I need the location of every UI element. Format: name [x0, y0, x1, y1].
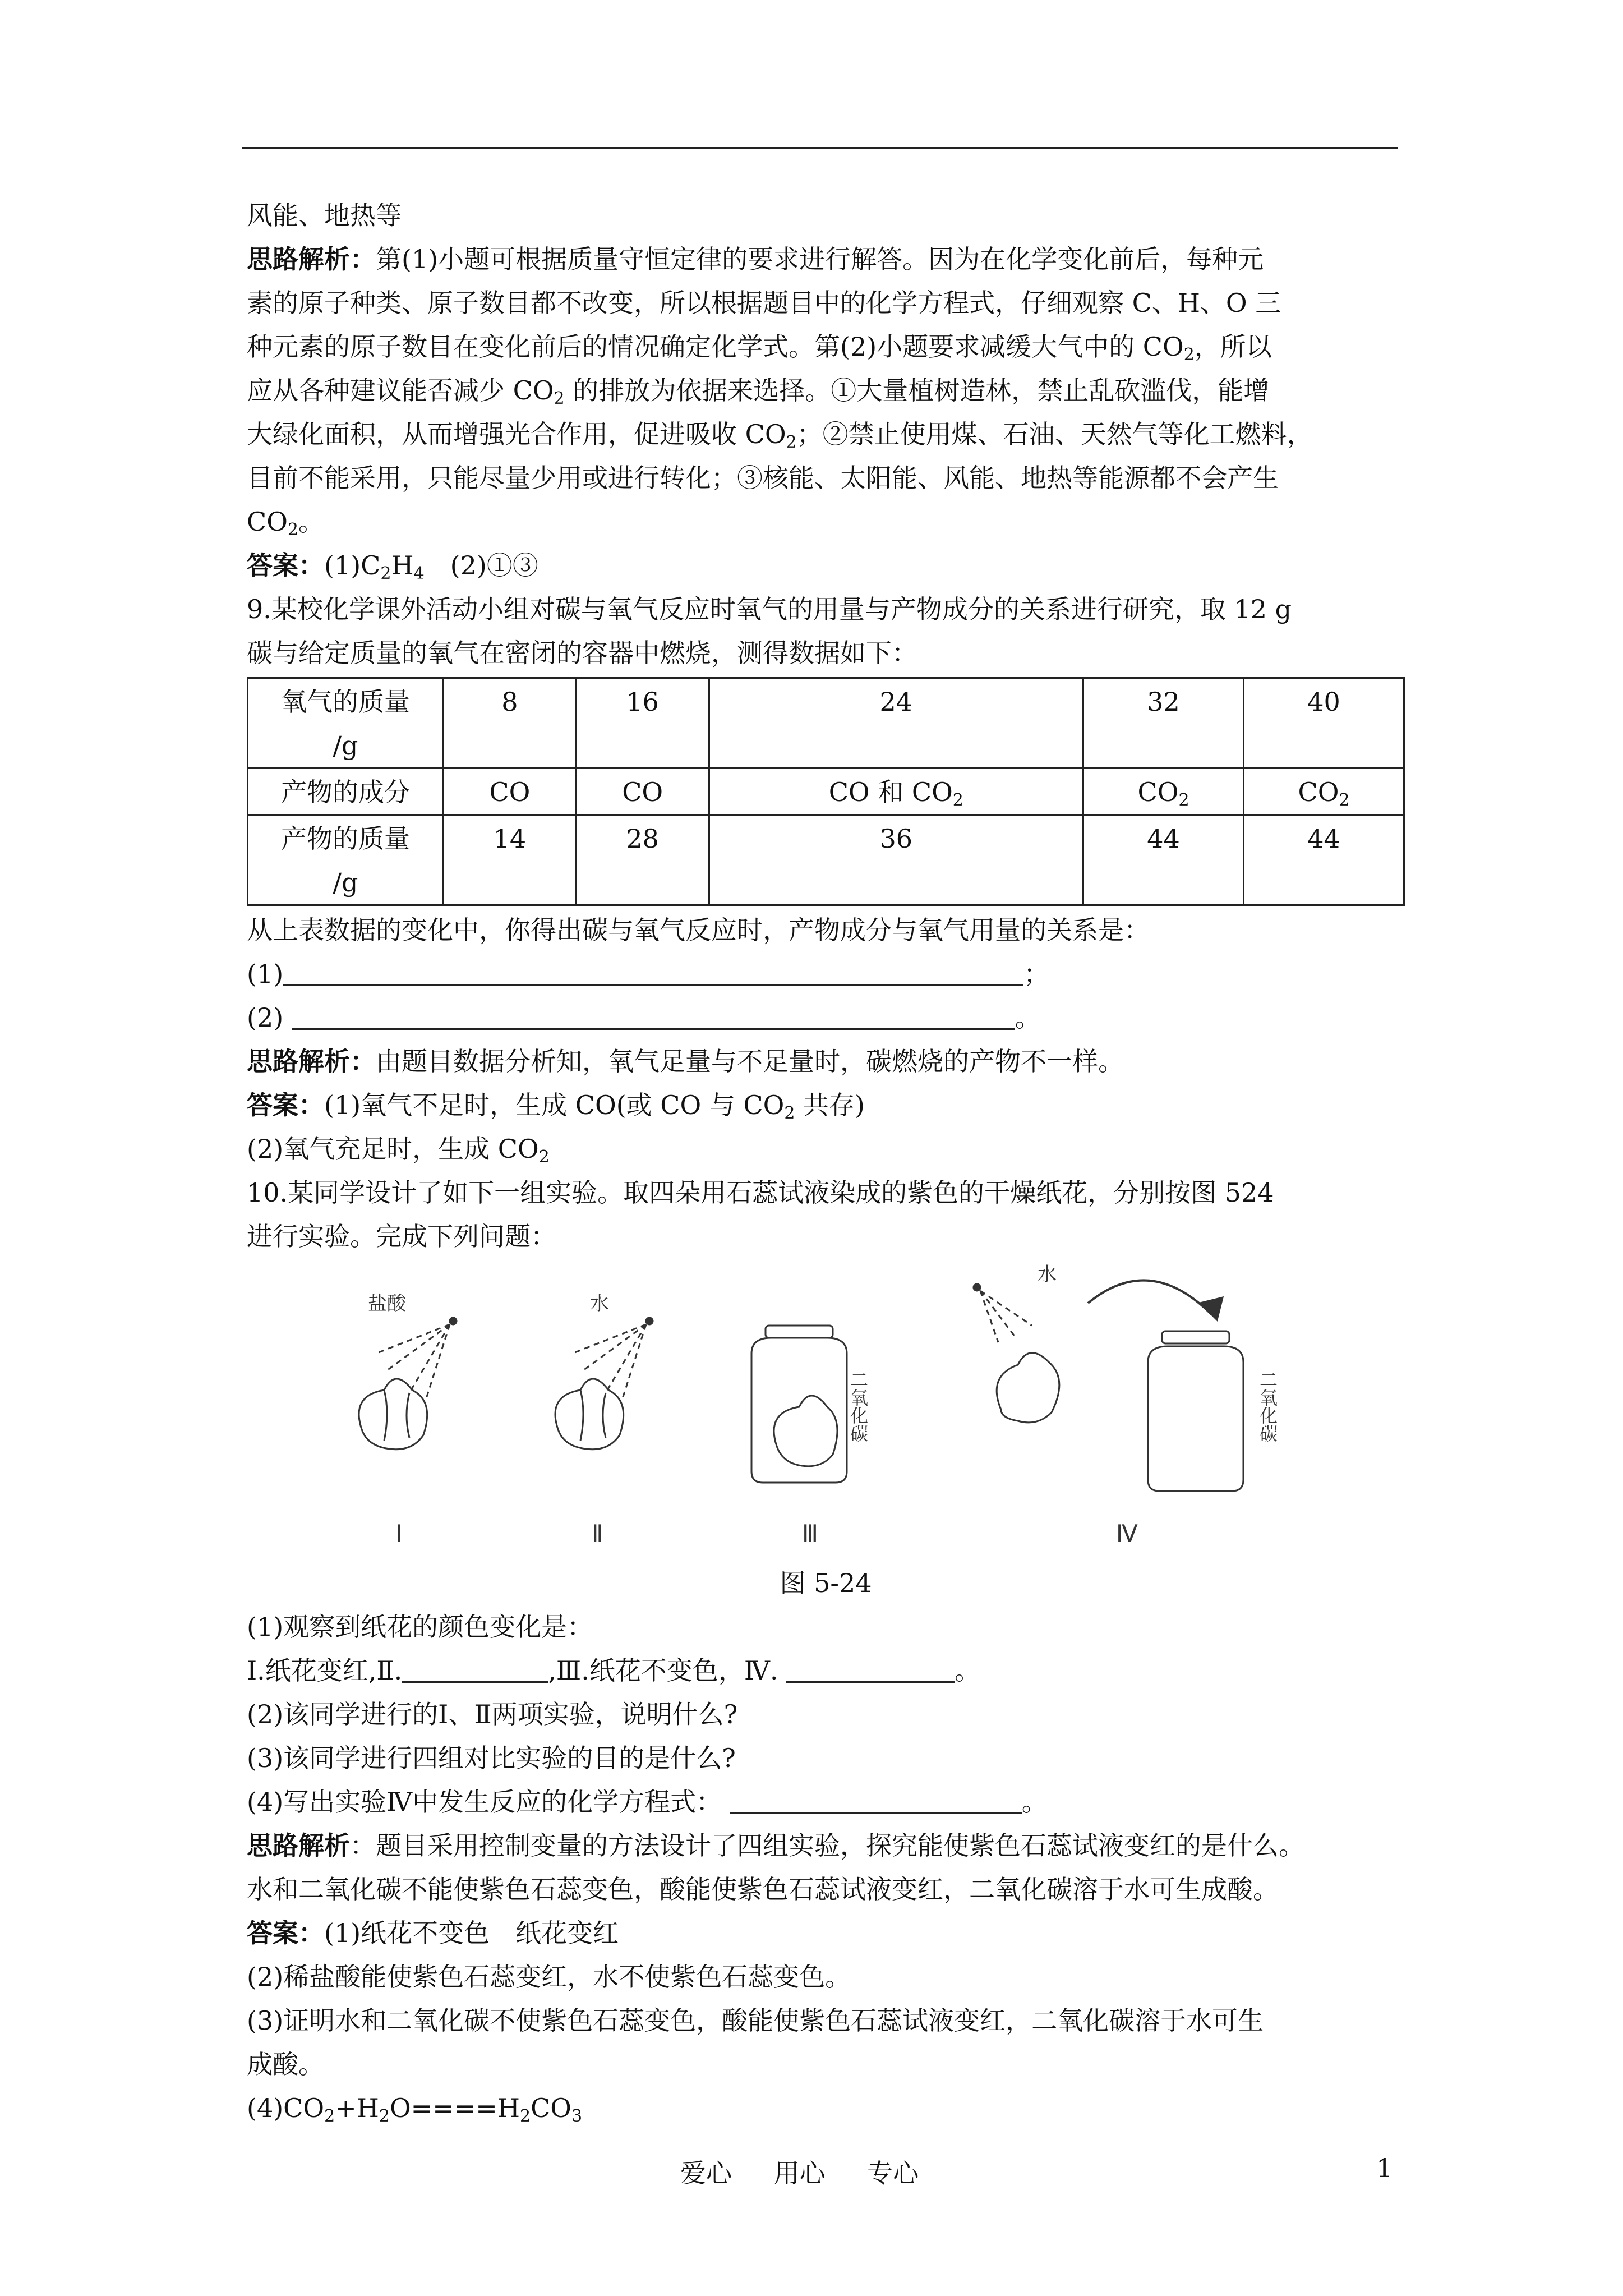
jar-lid	[766, 1326, 833, 1338]
question-10-line	[247, 1214, 1405, 1258]
text: ：题目采用控制变量的方法设计了四组实验，探究能使紫色石蕊试液变红的是什么。	[350, 1830, 1304, 1861]
paragraph-line	[247, 500, 1405, 544]
text: 进行实验。完成下列问题：	[247, 1221, 556, 1251]
subscript: 2	[786, 432, 797, 452]
subscript: 2	[519, 2106, 531, 2126]
subscript: 2	[538, 1147, 550, 1167]
text: (2)稀盐酸能使紫色石蕊变红，水不使紫色石蕊变色。	[247, 1962, 851, 1992]
label-carbon-dioxide: 二氧化碳	[1257, 1370, 1278, 1442]
answer-line	[247, 1999, 1405, 2042]
answer-blank[interactable]	[786, 1653, 955, 1683]
subscript: 2	[784, 1103, 795, 1123]
text: 共存)	[795, 1090, 865, 1120]
subscript: 2	[380, 564, 391, 583]
text: (2)	[247, 1002, 284, 1033]
text: 氧气的质量	[281, 687, 410, 717]
text: H	[391, 550, 414, 581]
text: (2)该同学进行的Ⅰ、Ⅱ两项实验，说明什么?	[247, 1699, 738, 1729]
text: CO	[1137, 777, 1179, 807]
table-cell: 28	[576, 815, 709, 905]
paper-flower-icon	[774, 1396, 837, 1466]
document-body	[247, 194, 1405, 2130]
text: (2)①③	[424, 550, 538, 581]
answer-blank[interactable]	[283, 956, 1023, 986]
blank-line	[247, 952, 1405, 996]
text: 第(1)小题可根据质量守恒定律的要求进行解答。因为在化学变化前后，每种元	[376, 244, 1264, 274]
text: ，所以	[1194, 332, 1272, 362]
subscript: 2	[554, 389, 565, 408]
text: 。	[1021, 1787, 1048, 1817]
answer-line	[247, 1955, 1405, 1999]
text: Ⅰ.纸花变红,Ⅱ.	[247, 1655, 403, 1686]
table-cell: 24	[709, 678, 1083, 769]
spray-lines	[376, 1324, 450, 1398]
data-table	[247, 677, 1405, 906]
text: (4)CO	[247, 2093, 325, 2123]
text: 水和二氧化碳不能使紫色石蕊变色，酸能使紫色石蕊试液变红，二氧化碳溶于水可生成酸。	[247, 1874, 1279, 1904]
figure-caption: 图 5-24	[780, 1568, 872, 1598]
text: 应从各种建议能否减少 CO	[247, 375, 554, 406]
answer-blank[interactable]	[402, 1653, 548, 1683]
table-cell: CO	[444, 769, 577, 815]
analysis-label: 思路解析：	[247, 1046, 376, 1076]
subscript: 2	[1339, 790, 1350, 810]
answer-line	[247, 544, 1405, 587]
answer-label: 答案：	[247, 550, 324, 581]
text: /g	[333, 730, 358, 761]
answer-line	[247, 1911, 1405, 1955]
label-water: 水	[590, 1292, 609, 1315]
table-cell	[1083, 769, 1244, 815]
flower-petal-lines	[384, 1390, 409, 1441]
text: 目前不能采用，只能尽量少用或进行转化；③核能、太阳能、风能、地热等能源都不会产生	[247, 463, 1279, 493]
text: ,Ⅲ.纸花不变色，Ⅳ.	[548, 1655, 778, 1686]
arrow-curve	[1088, 1281, 1211, 1315]
analysis-line	[247, 237, 1405, 281]
text: ；	[1023, 959, 1050, 989]
text: 。	[298, 507, 325, 537]
text: 的排放为依据来选择。①大量植树造林，禁止乱砍滥伐，能增	[564, 375, 1270, 406]
paragraph-line	[247, 908, 1405, 952]
paragraph-line	[247, 194, 1405, 237]
subscript: 2	[952, 790, 963, 810]
footer-motto: 爱心 用心 专心	[680, 2158, 919, 2188]
sprayer-nozzle-icon	[974, 1284, 980, 1291]
gas-jar-icon	[1148, 1346, 1243, 1491]
answer-line	[247, 1127, 1405, 1171]
question-line	[247, 1736, 1405, 1780]
text: 由题目数据分析知，氧气足量与不足量时，碳燃烧的产物不一样。	[376, 1046, 1124, 1076]
table-cell: 32	[1083, 678, 1244, 769]
answer-line	[247, 2086, 1405, 2130]
panel-number-4: Ⅳ	[1116, 1520, 1138, 1547]
text: (1)纸花不变色 纸花变红	[324, 1918, 619, 1948]
text: 大绿化面积，从而增强光合作用，促进吸收 CO	[247, 419, 786, 449]
label-water: 水	[1038, 1263, 1057, 1286]
table-row-header	[248, 815, 444, 905]
analysis-label: 思路解析：	[247, 244, 376, 274]
text: 。	[955, 1655, 981, 1686]
table-row	[248, 678, 1404, 769]
spray-lines	[572, 1324, 646, 1398]
text: O====H	[389, 2093, 520, 2123]
question-10-line	[247, 1171, 1405, 1214]
text: (4)写出实验Ⅳ中发生反应的化学方程式：	[247, 1787, 722, 1817]
subscript: 2	[1183, 345, 1195, 365]
paragraph-line	[247, 369, 1405, 412]
label-carbon-dioxide: 二氧化碳	[847, 1370, 869, 1442]
text: (3)该同学进行四组对比实验的目的是什么?	[247, 1743, 736, 1773]
text: 9.某校化学课外活动小组对碳与氧气反应时氧气的用量与产物成分的关系进行研究，取 12 g	[247, 594, 1292, 624]
text: /g	[333, 867, 358, 898]
text: 产物的质量	[281, 823, 410, 854]
table-row-header: 产物的成分	[248, 769, 444, 815]
text: (1)C	[324, 550, 381, 581]
question-line	[247, 1692, 1405, 1736]
table-cell: 40	[1244, 678, 1404, 769]
paper-flower-icon	[359, 1379, 427, 1450]
text: CO 和 CO	[828, 777, 953, 807]
panel-number-1: Ⅰ	[395, 1520, 403, 1547]
paragraph-line	[247, 325, 1405, 369]
text: 从上表数据的变化中，你得出碳与氧气反应时，产物成分与氧气用量的关系是：	[247, 915, 1150, 945]
text: 成酸。	[247, 2049, 324, 2079]
experiment-figure	[247, 1258, 1405, 1561]
table-cell: 14	[444, 815, 577, 905]
text: +H	[335, 2093, 379, 2123]
question-9-line	[247, 631, 1405, 675]
header-rule	[242, 147, 1398, 149]
spray-lines	[980, 1291, 1032, 1342]
analysis-label: 思路解析	[247, 1830, 350, 1861]
subscript: 2	[1178, 790, 1189, 810]
subscript: 4	[413, 564, 425, 583]
sprayer-nozzle-icon	[450, 1318, 457, 1324]
question-line	[247, 1649, 1405, 1692]
question-9-line	[247, 587, 1405, 631]
table-cell: CO	[576, 769, 709, 815]
question-line	[247, 1780, 1405, 1824]
panel-number-2: Ⅱ	[592, 1520, 603, 1547]
table-row	[248, 769, 1404, 815]
text: CO	[247, 507, 288, 537]
subscript: 2	[324, 2106, 335, 2126]
text: (1)观察到纸花的颜色变化是：	[247, 1612, 593, 1642]
table-cell: 8	[444, 678, 577, 769]
gas-jar-icon	[751, 1338, 847, 1483]
text: 风能、地热等	[247, 200, 402, 231]
question-line	[247, 1605, 1405, 1649]
text: 碳与给定质量的氧气在密闭的容器中燃烧，测得数据如下：	[247, 638, 917, 668]
page-number: 1	[1376, 2153, 1393, 2183]
text: (3)证明水和二氧化碳不使紫色石蕊变色，酸能使紫色石蕊试液变红，二氧化碳溶于水可生	[247, 2005, 1264, 2036]
answer-blank[interactable]	[292, 1000, 1015, 1030]
table-cell: 44	[1244, 815, 1404, 905]
table-cell: 16	[576, 678, 709, 769]
jar-lid	[1162, 1331, 1229, 1343]
subscript: 3	[571, 2106, 583, 2126]
answer-label: 答案：	[247, 1918, 324, 1948]
answer-line	[247, 2042, 1405, 2086]
subscript: 2	[379, 2106, 390, 2126]
answer-blank[interactable]	[730, 1784, 1022, 1814]
text: 素的原子种类、原子数目都不改变，所以根据题目中的化学方程式，仔细观察 C、H、O 三	[247, 288, 1281, 318]
blank-line	[247, 996, 1405, 1039]
table-row-header	[248, 678, 444, 769]
flower-petal-lines	[580, 1390, 606, 1441]
table-row	[248, 815, 1404, 905]
text: CO	[1298, 777, 1339, 807]
paper-flower-icon	[555, 1379, 624, 1450]
panel-number-3: Ⅲ	[802, 1520, 818, 1547]
text: (2)氧气充足时，生成 CO	[247, 1134, 539, 1164]
experiment-illustration	[247, 1258, 1405, 1561]
arrow-head-icon	[1200, 1297, 1223, 1320]
table-cell	[709, 769, 1083, 815]
paragraph-line	[247, 1867, 1405, 1911]
text: (1)氧气不足时，生成 CO(或 CO 与 CO	[324, 1090, 785, 1120]
table-cell: 44	[1083, 815, 1244, 905]
paragraph-line	[247, 412, 1405, 456]
paper-flower-icon	[997, 1353, 1059, 1423]
analysis-line	[247, 1824, 1405, 1867]
answer-line	[247, 1083, 1405, 1127]
paragraph-line	[247, 456, 1405, 500]
answer-label: 答案：	[247, 1090, 324, 1120]
text: 。	[1015, 1002, 1041, 1033]
sprayer-nozzle-icon	[646, 1318, 653, 1324]
text: 种元素的原子数目在变化前后的情况确定化学式。第(2)小题要求减缓大气中的 CO	[247, 332, 1184, 362]
text: 10.某同学设计了如下一组实验。取四朵用石蕊试液染成的紫色的干燥纸花，分别按图 524	[247, 1177, 1274, 1208]
table-cell: 36	[709, 815, 1083, 905]
analysis-line	[247, 1039, 1405, 1083]
text: CO	[531, 2093, 571, 2123]
text: (1)	[247, 959, 284, 989]
table-cell	[1244, 769, 1404, 815]
subscript: 2	[287, 520, 299, 540]
paragraph-line	[247, 281, 1405, 325]
label-hydrochloric-acid: 盐酸	[368, 1292, 406, 1315]
text: ；②禁止使用煤、石油、天然气等化工燃料，	[796, 419, 1313, 449]
